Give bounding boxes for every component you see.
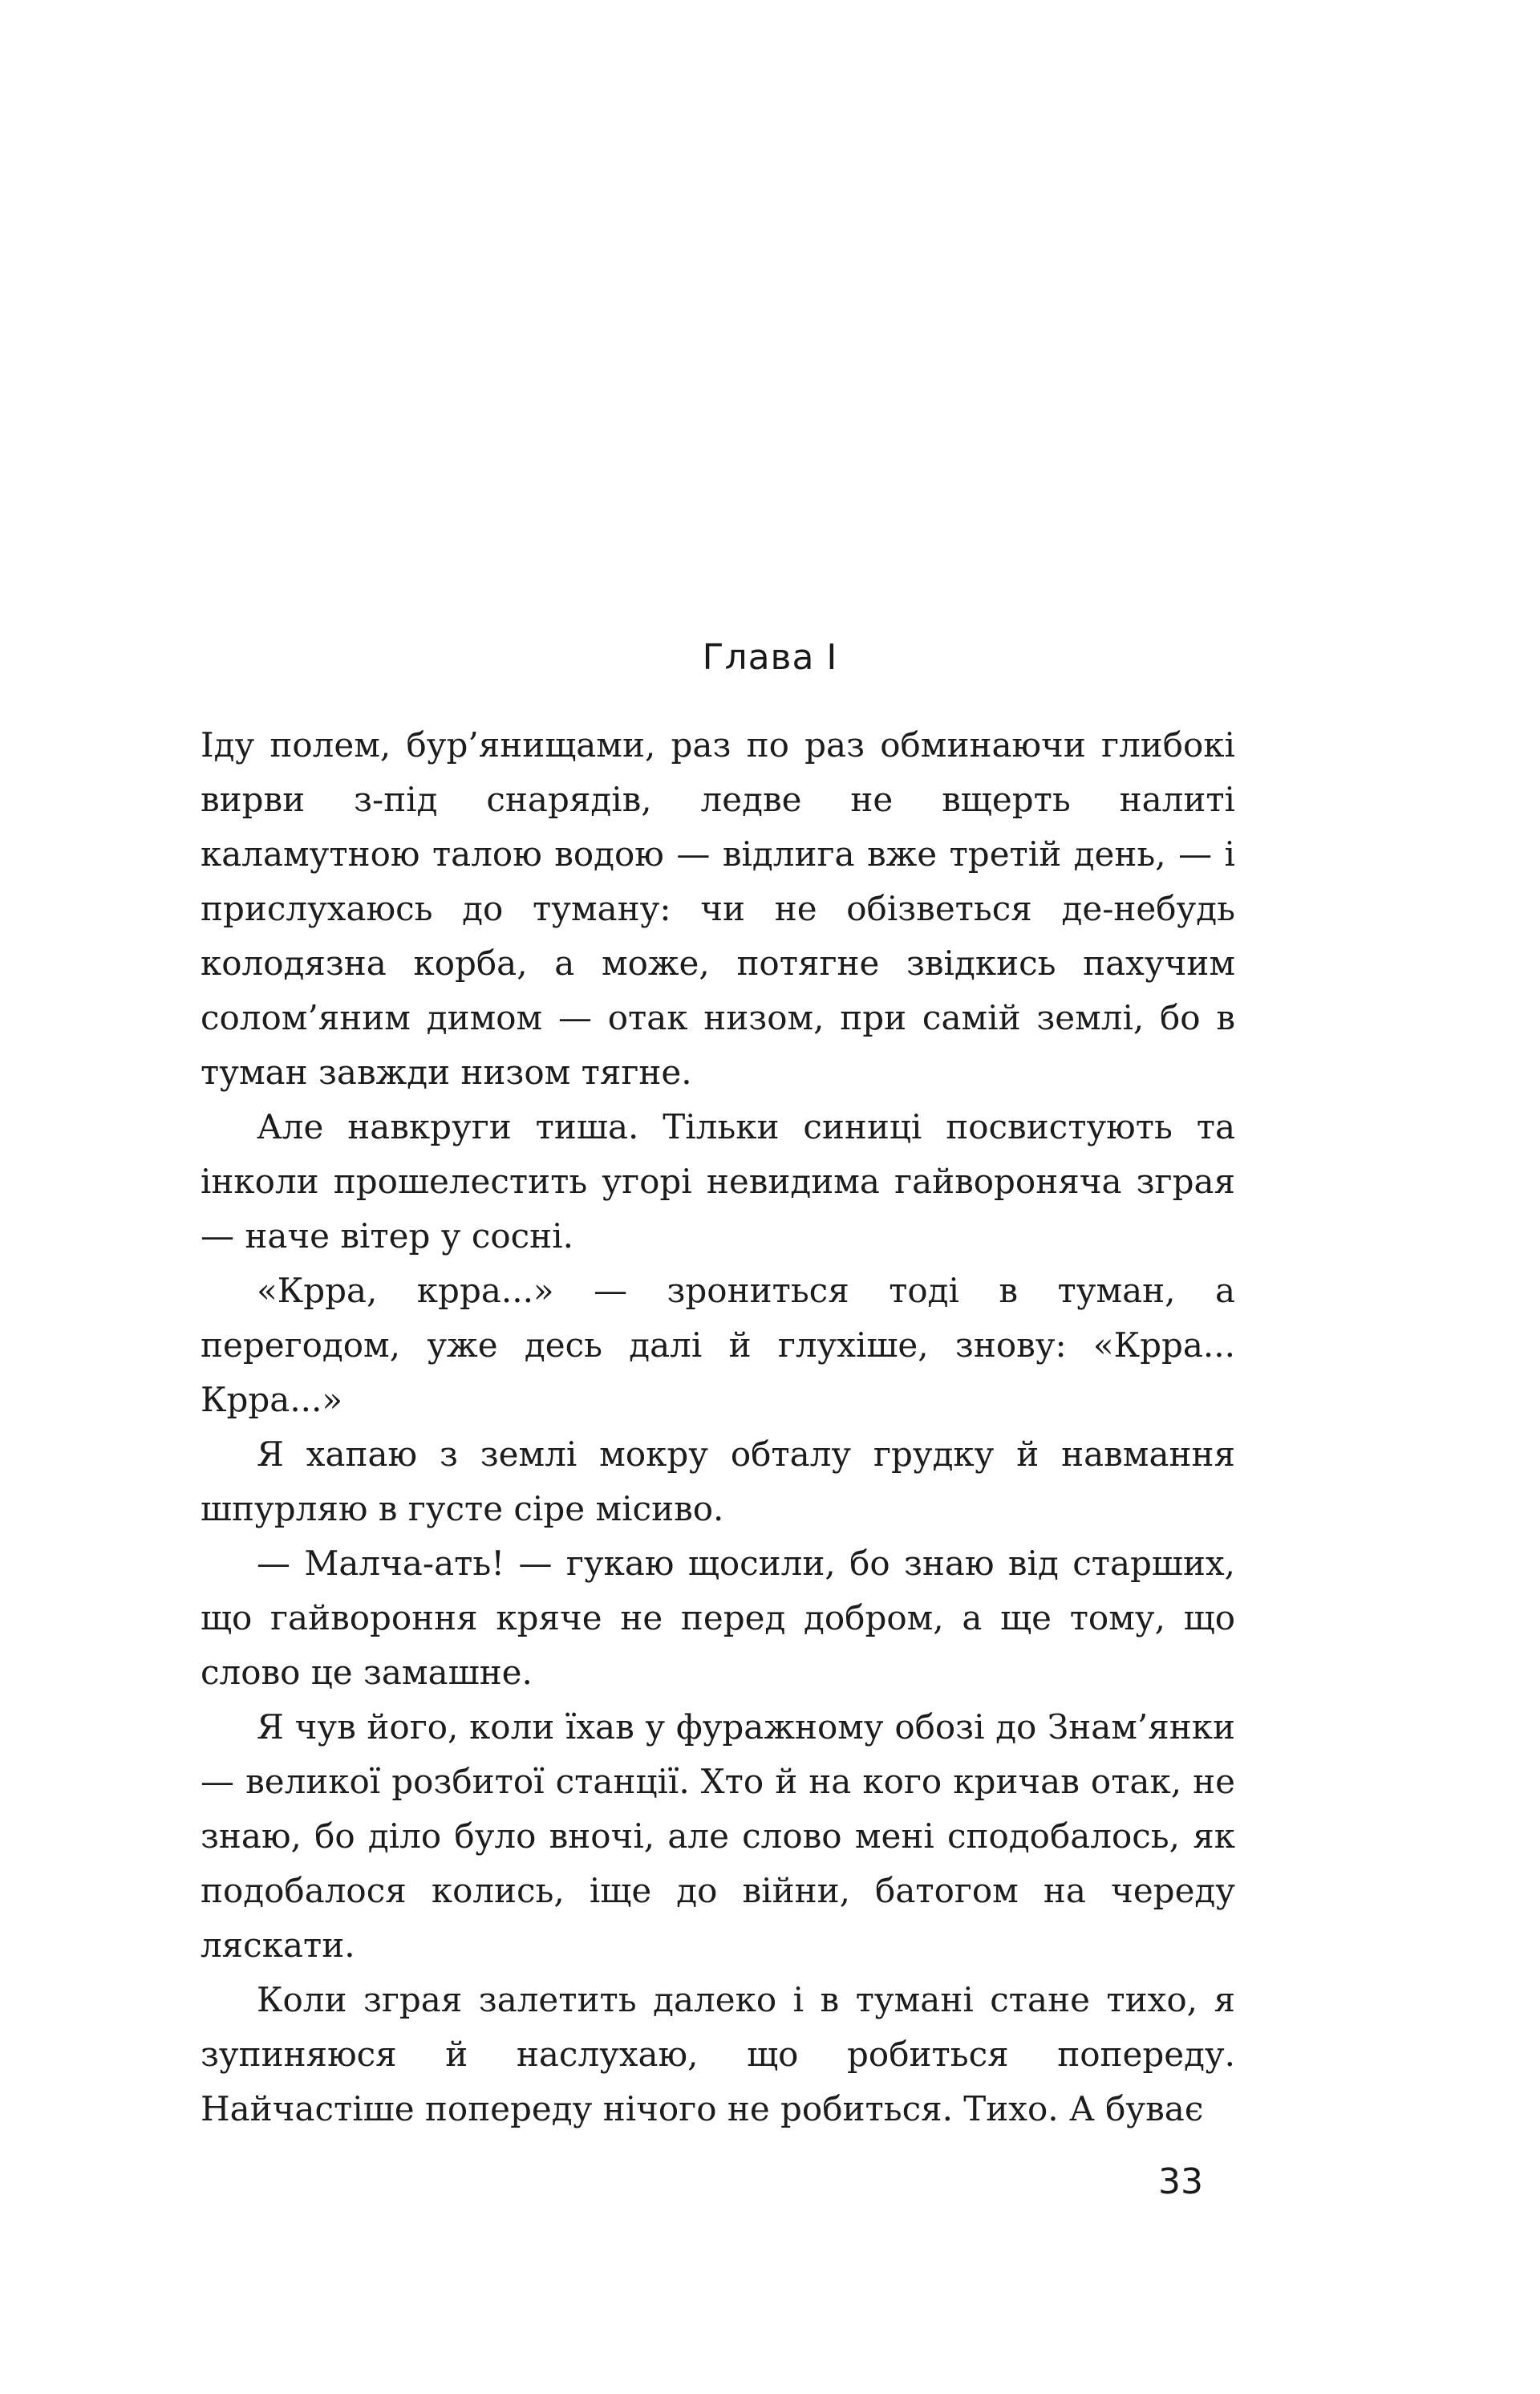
paragraph: Коли зграя залетить далеко і в тумані стане тихо, я зупиняюся й наслухаю, що робиться попереду. Найчастіше попереду нічого не робиться. Тихо. А буває — [201, 1980, 1235, 2128]
chapter-title: Глава I — [702, 637, 838, 678]
paragraph: Іду полем, бур’янищами, раз по раз обминаючи глибокі вирви з-під снарядів, ледве не вщерть налиті каламутною талою водою — відлига вже третій день, — і прислухаюсь до туману: чи не обізветься де-небудь колодязна корба, а може, потягне звідкись пахучим солом’яним димом — отак низом, при самій землі, бо в туман завжди низом тягне. — [201, 725, 1235, 1092]
paragraph: Я чув його, коли їхав у фуражному обозі до Знам’янки — великої розбитої станції. Хто й на кого кричав отак, не знаю, бо діло було вночі, але слово мені сподобалось, як подобалося колись, іще до війни, батогом на череду ляскати. — [201, 1707, 1235, 1965]
paragraph: Але навкруги тиша. Тільки синиці посвистують та інколи прошелестить угорі невидима гайвороняча зграя — наче вітер у сосні. — [201, 1107, 1235, 1256]
page-number: 33 — [1158, 2161, 1203, 2202]
paragraph: — Малча-ать! — гукаю щосили, бо знаю від старших, що гайвороння кряче не перед добром, а ще тому, що слово це замашне. — [201, 1544, 1235, 1692]
body-text — [201, 718, 1235, 2136]
paragraph: «Крра, крра...» — зрониться тоді в туман, а перегодом, уже десь далі й глухіше, знову: «Крра... Крра...» — [201, 1271, 1235, 1419]
paragraph: Я хапаю з землі мокру обталу грудку й навмання шпурляю в густе сіре місиво. — [201, 1434, 1235, 1528]
